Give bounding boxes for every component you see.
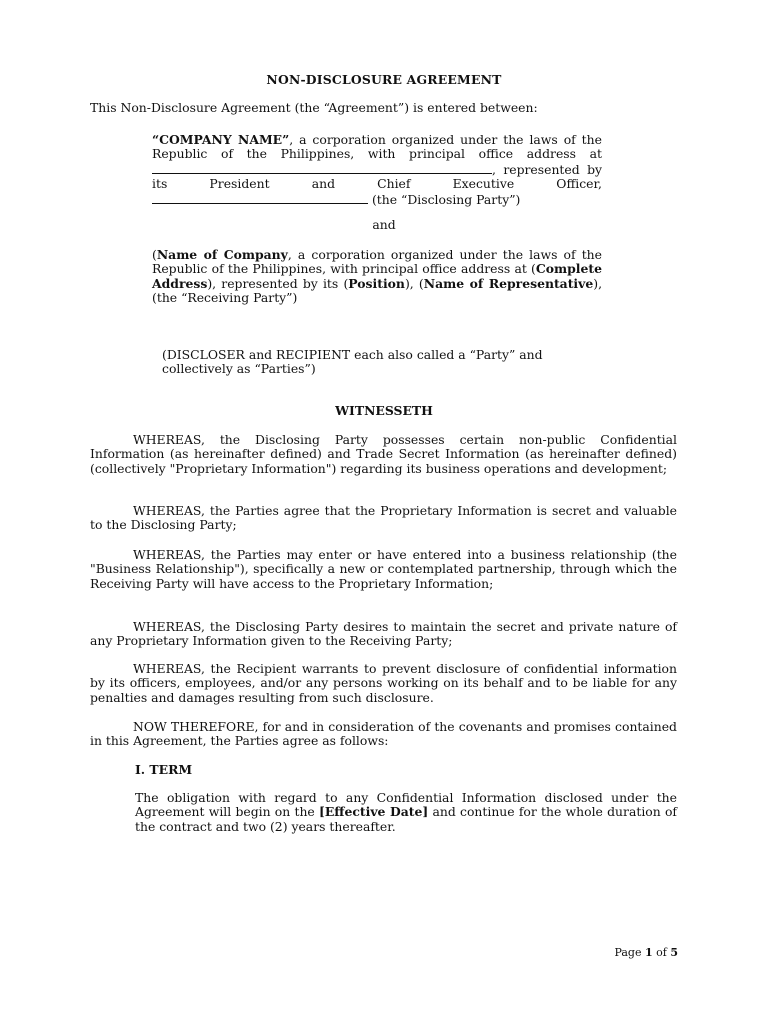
section-heading-term: I. TERM (135, 762, 193, 777)
party2-text-b: ), represented by its ( (207, 275, 349, 291)
party2-position: Position (348, 275, 405, 291)
now-therefore-paragraph: NOW THEREFORE, for and in consideration of the covenants and promises contained in this Agreement, the Parties agree as follows: (90, 719, 677, 749)
term-paragraph (135, 791, 677, 834)
of-word: of (656, 946, 667, 959)
whereas-paragraph-5: WHEREAS, the Recipient warrants to prevent disclosure of confidential information by its officers, employees, and/or any persons working on its behalf and to be liable for any penalties and damages resulting from such disclosure. (90, 661, 677, 705)
page-number-footer (614, 946, 678, 960)
party2-company-name: Name of Company (156, 247, 288, 262)
total-pages-number: 5 (670, 946, 678, 959)
party1-text-c: (the “Disclosing Party”) (371, 191, 521, 207)
and-separator: and (372, 217, 396, 232)
page-word: Page (614, 946, 642, 959)
effective-date-placeholder: [Effective Date] (319, 804, 429, 820)
current-page-number: 1 (644, 946, 653, 959)
whereas-paragraph-3: WHEREAS, the Parties may enter or have entered into a business relationship (the "Business Relationship"), specifically a new or contemplated partnership, through which the Receiving Party will have access to the Proprietary Information; (90, 547, 677, 591)
witnesseth-heading: WITNESSETH (335, 403, 433, 418)
party1-text-b: , represented by its President and Chief Executive Officer, (152, 161, 602, 192)
whereas-paragraph-2: WHEREAS, the Parties agree that the Proprietary Information is secret and valuable to the Disclosing Party; (90, 503, 677, 533)
receiving-party-block: (Name of Company, a corporation organized under the laws of the Republic of the Philippines, with principal office address at (Complete Address), represented by its (Position), (Name of Representative), (the “Receiving Party”) (152, 247, 603, 306)
disclosing-party-block (152, 133, 602, 207)
address-blank-line (152, 162, 492, 174)
signatory-blank-line (152, 192, 368, 204)
collective-definition: (DISCLOSER and RECIPIENT each also called a “Party” and collectively as “Parties”) (162, 347, 543, 377)
term-text-a: The obligation with regard to any Confidential Information disclosed under the Agreement will begin on the (135, 790, 677, 820)
intro-paragraph: This Non-Disclosure Agreement (the “Agreement”) is entered between: (90, 100, 538, 115)
party2-text-c: ), ( (404, 275, 424, 291)
document-title: NON-DISCLOSURE AGREEMENT (266, 72, 502, 87)
party1-text-a: , a corporation organized under the laws of the Republic of the Philippines, with principal office address at (152, 132, 602, 162)
company-name-placeholder: “COMPANY NAME” (152, 132, 290, 147)
party2-text-a: , a corporation organized under the laws of the Republic of the Philippines, with principal office address at ( (152, 247, 602, 277)
whereas-paragraph-4: WHEREAS, the Disclosing Party desires to maintain the secret and private nature of any Proprietary Information given to the Receiving Party; (90, 619, 677, 649)
party2-text-d: ), (the “Receiving Party”) (152, 275, 603, 306)
term-text-b: and continue for the whole duration of the contract and two (2) years thereafter. (135, 804, 677, 834)
whereas-paragraph-1: WHEREAS, the Disclosing Party possesses certain non-public Confidential Information (as hereinafter defined) and Trade Secret Information (as hereinafter defined) (collectively "Proprietary Information") regarding its business operations and development; (90, 432, 677, 476)
party2-representative: Name of Representative (423, 275, 594, 291)
party2-address: Complete Address (152, 261, 602, 291)
